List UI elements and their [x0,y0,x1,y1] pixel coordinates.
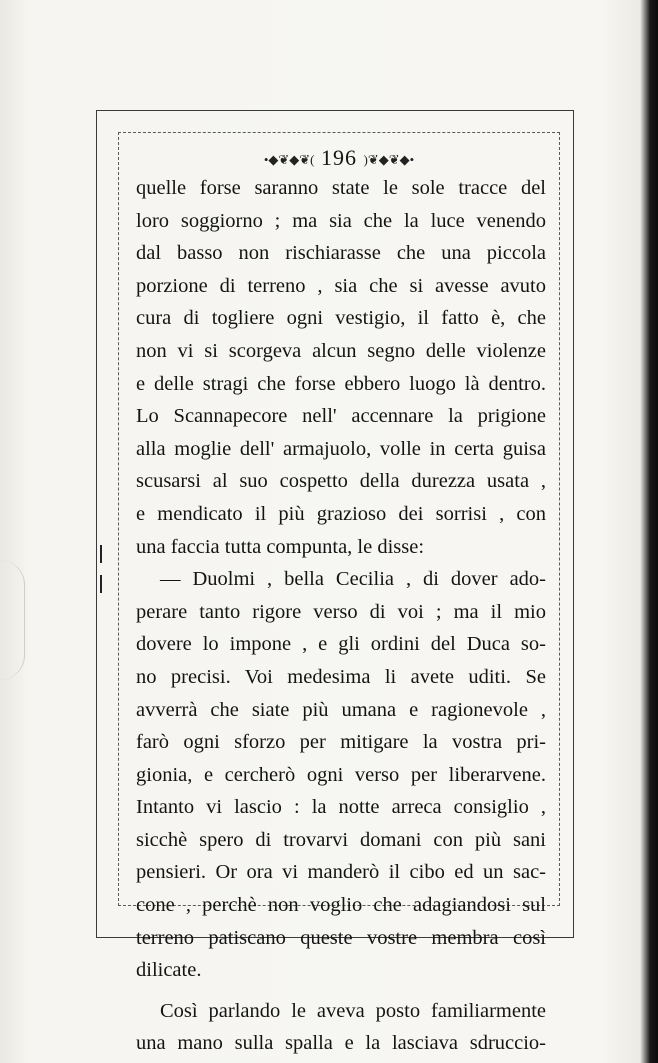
text-line: quelle forse saranno state le sole tracce del [136,177,546,199]
text-line: Così parlando le aveva posto familiarmente [160,999,546,1022]
text-line: non vi si scorgeva alcun segno delle violenze [136,339,546,362]
page-edge-shadow [0,560,25,680]
ornament-right: )❦◆❦◆• [363,151,415,167]
text-line: una mano sulla spalla e la lasciava sdruccio- [136,1032,546,1055]
text-line: no precisi. Voi medesima li avete uditi. Se [136,665,546,688]
text-line: cura di togliere ogni vestigio, il fatto è, che [136,307,546,330]
page-number: 196 [321,145,357,170]
text-line: dal basso non rischiarasse che una piccola [136,242,546,265]
text-line: dilicate. [136,959,202,982]
text-line: e delle stragi che forse ebbero luogo là dentro. [136,372,546,395]
text-line: — Duolmi , bella Cecilia , di dover ado- [160,568,546,591]
text-line: una faccia tutta compunta, le disse: [136,535,425,558]
text-line: sicchè spero di trovarvi domani con più sani [136,828,546,851]
text-line: e mendicato il più grazioso dei sorrisi , con [136,502,546,525]
text-line: avverrà che siate più umana e ragionevole , [136,698,546,721]
text-line: Intanto vi lascio : la notte arreca consiglio , [136,796,546,819]
page-header [118,144,560,172]
text-line: loro soggiorno ; ma sia che la luce venendo [136,209,546,232]
text-line: farò ogni sforzo per mitigare la vostra pri- [136,731,546,754]
ornament-left: •◆❦◆❦( [263,151,315,167]
text-line: dovere lo impone , e gli ordini del Duca so- [136,633,546,656]
body-text [136,172,546,1060]
text-line: pensieri. Or ora vi manderò il cibo ed un sac- [136,861,546,884]
text-line: porzione di terreno , sia che si avesse avuto [136,274,546,297]
text-line: cone , perchè non voglio che adagiandosi sul [136,894,546,917]
text-line: alla moglie dell' armajuolo, volle in certa guisa [136,437,546,460]
text-line: scusarsi al suo cospetto della durezza usata , [136,470,546,493]
text-line: terreno patiscano queste vostre membra così [136,926,546,949]
text-line: perare tanto rigore verso di voi ; ma il mio [136,600,546,623]
text-line: Lo Scannapecore nell' accennare la prigione [136,405,546,428]
text-line: gionia, e cercherò ogni verso per liberarvene. [136,763,546,786]
